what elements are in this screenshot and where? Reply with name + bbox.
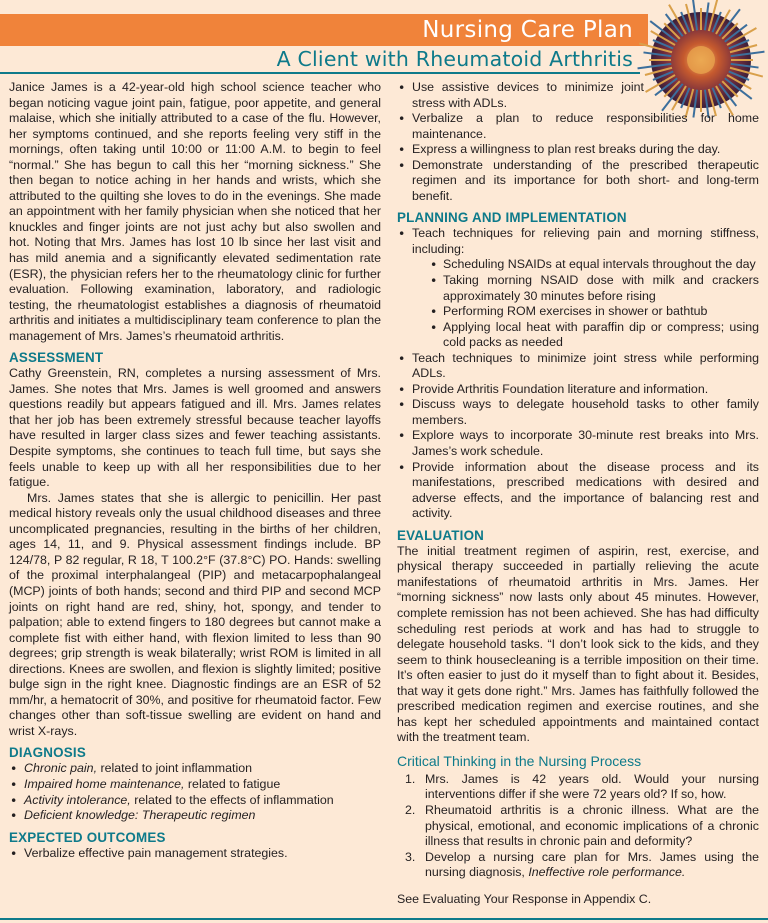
planning-heading: PLANNING AND IMPLEMENTATION <box>397 210 627 226</box>
list-item: • Express a willingness to plan rest breaks during the day. <box>397 142 759 158</box>
list-item <box>9 761 381 777</box>
list-item <box>405 772 759 803</box>
list-item: • Applying local heat with paraffin dip or compress; using cold packs as needed <box>429 320 759 351</box>
critical-thinking-list <box>397 772 759 881</box>
item-number: 2. <box>405 802 416 817</box>
diagnosis-heading: DIAGNOSIS <box>9 745 86 761</box>
header-rule <box>0 72 640 74</box>
list-item: • Discuss ways to delegate household tasks to other family members. <box>397 397 759 428</box>
item-number: 3. <box>405 849 416 864</box>
list-item: • Provide Arthritis Foundation literature and information. <box>397 382 759 398</box>
list-item <box>405 850 759 881</box>
list-item: • Verbalize a plan to reduce responsibilities for home maintenance. <box>397 111 759 142</box>
list-item <box>9 793 381 809</box>
page-title: Nursing Care Plan <box>422 17 633 43</box>
list-item <box>9 808 381 824</box>
planning-item-text: Teach techniques for relieving pain and morning stiffness, including: <box>412 226 759 256</box>
assessment-paragraph-2: Mrs. James states that she is allergic to penicillin. Her past medical history reveals only the usual childhood diseases and three uncomplicated pregnancies, resulting in the births of her children, ages 14, 11, and 9. Physical assessment findings include. BP 124/78, P 82 regular, R 18, T 100.2°F (37.8°C) PO. Hands: swelling of the proximal interphalangeal (PIP) and metacarpophalangeal (MCP) joints of both hands; second and third PIP and second MCP joints on right hand are red, shiny, hot, spongy, and tender to palpation; able to extend fingers to 180 degrees but cannot make a complete fist with either hand, with flexion limited to less than 90 degrees; grip strength is weak bilaterally; wrist ROM is limited in all directions. Knees are swollen, and flexion is slightly limited; positive bulge sign in the right knee. Diagnostic findings are an ESR of 52 mm/hr, a hematocrit of 30%, and positive for rheumatoid factor. Few changes other than soft-tissue swelling are evident on hand and wrist X-rays. <box>9 490 381 738</box>
left-column <box>9 80 381 861</box>
list-item <box>9 777 381 793</box>
item-number: 1. <box>405 771 416 786</box>
list-item: • Demonstrate understanding of the prescribed therapeutic regimen and its importance for both short- and long-term benefit. <box>397 158 759 205</box>
list-item <box>405 803 759 850</box>
footer-rule <box>0 918 768 920</box>
list-item <box>397 80 759 111</box>
question-italic-text: Ineffective role performance. <box>528 865 686 880</box>
diagnosis-relation: related to joint inflammation <box>97 761 252 776</box>
assessment-paragraph-1: Cathy Greenstein, RN, completes a nursing assessment of Mrs. James. She notes that Mrs. James is well groomed and answers questions readily but appears fatigued and ill. Mrs. James relates that her job has been extremely stressful because teacher layoffs have resulted in larger class sizes and fewer teaching assistants. Despite symptoms, she continues to teach full time, but says she feels unable to keep up with all her responsibilities due to her fatigue. <box>9 366 381 490</box>
question-text: Rheumatoid arthritis is a chronic illness. What are the physical, emotional, and economic implications of a chronic illness that results in chronic pain and deformity? <box>425 802 759 849</box>
expected-outcomes-list-part-1 <box>9 846 381 862</box>
diagnosis-relation: related to the effects of inflammation <box>130 792 334 807</box>
diagnosis-term: Impaired home maintenance, <box>24 776 185 791</box>
diagnosis-list <box>9 761 381 823</box>
list-item: • Provide information about the disease process and its manifestations, prescribed medications with desired and adverse effects, and the importance of balancing rest and activity. <box>397 460 759 522</box>
planning-list <box>397 226 759 521</box>
diagnosis-relation: related to fatigue <box>184 776 281 791</box>
page-subtitle: A Client with Rheumatoid Arthritis <box>276 47 633 71</box>
diagnosis-term: Deficient knowledge: Therapeutic regimen <box>24 808 256 823</box>
list-item: • Teach techniques to minimize joint stress while performing ADLs. <box>397 351 759 382</box>
outcome-text: Use assistive devices to minimize joint stress with ADLs. <box>412 80 644 110</box>
expected-outcomes-heading: EXPECTED OUTCOMES <box>9 829 166 845</box>
list-item: • Performing ROM exercises in shower or bathtub <box>429 304 759 320</box>
diagnosis-term: Chronic pain, <box>24 761 98 776</box>
list-item: • Explore ways to incorporate 30-minute rest breaks into Mrs. James’s work schedule. <box>397 428 759 459</box>
list-item: • Verbalize effective pain management strategies. <box>9 846 381 862</box>
diagnosis-term: Activity intolerance, <box>24 792 131 807</box>
planning-sublist <box>429 257 759 350</box>
list-item <box>397 226 759 350</box>
critical-thinking-heading: Critical Thinking in the Nursing Process <box>397 752 642 769</box>
question-text: Develop a nursing care plan for Mrs. James using the nursing diagnosis, <box>425 849 759 880</box>
evaluation-paragraph: The initial treatment regimen of aspirin, rest, exercise, and physical therapy succeeded in partially relieving the acute manifestations of rheumatoid arthritis in Mrs. James. Her “morning sickness” now lasts only about 45 minutes. However, complete remission has not been achieved. She has had difficulty scheduling rest periods at work and has had to struggle to delegate household tasks. “I don’t look sick to the kids, and they seem to think housecleaning is a terrible imposition on their time. It’s often easier to just do it myself than to fight about it. Besides, that way it gets done right.” Mrs. James has faithfully followed the prescribed medication regimen and exercise routines, and she has kept her scheduled appointments and maintained contact with the treatment team. <box>397 543 759 745</box>
list-item: • Scheduling NSAIDs at equal intervals throughout the day <box>429 257 759 273</box>
appendix-reference: See Evaluating Your Response in Appendix C. <box>397 891 652 906</box>
assessment-heading: ASSESSMENT <box>9 350 104 366</box>
expected-outcomes-list-part-2 <box>397 80 759 204</box>
evaluation-heading: EVALUATION <box>397 527 485 543</box>
right-column <box>397 80 759 907</box>
case-intro-paragraph: Janice James is a 42-year-old high school science teacher who began noticing vague joint pain, fatigue, poor appetite, and general malaise, which she initially attributed to a case of the flu. However, her symptoms continued, and she reports feeling very stiff in the mornings, often taking until 10:00 or 11:00 A.M. to begin to feel “normal.” She has begun to call this her “morning sickness.” She then began to notice aching in her hands and wrists, which she attributed to the quilting she loves to do in the evenings. She made an appointment with her family physician when she noticed that her knuckles and finger joints are not just achy but also swollen and hot. Noting that Mrs. James has lost 10 lb since her last visit and has mild anemia and a significantly elevated sedimentation rate (ESR), the physician refers her to the rheumatology clinic for further evaluation. Following examination, laboratory, and radiologic testing, the rheumatologist establishes a diagnosis of rheumatoid arthritis and initiates a multidisciplinary team conference to plan the management of Mrs. James’s rheumatoid arthritis. <box>9 80 381 343</box>
question-text: Mrs. James is 42 years old. Would your nursing interventions differ if she were 72 years old? If so, how. <box>425 771 759 802</box>
list-item: • Taking morning NSAID dose with milk and crackers approximately 30 minutes before rising <box>429 273 759 304</box>
